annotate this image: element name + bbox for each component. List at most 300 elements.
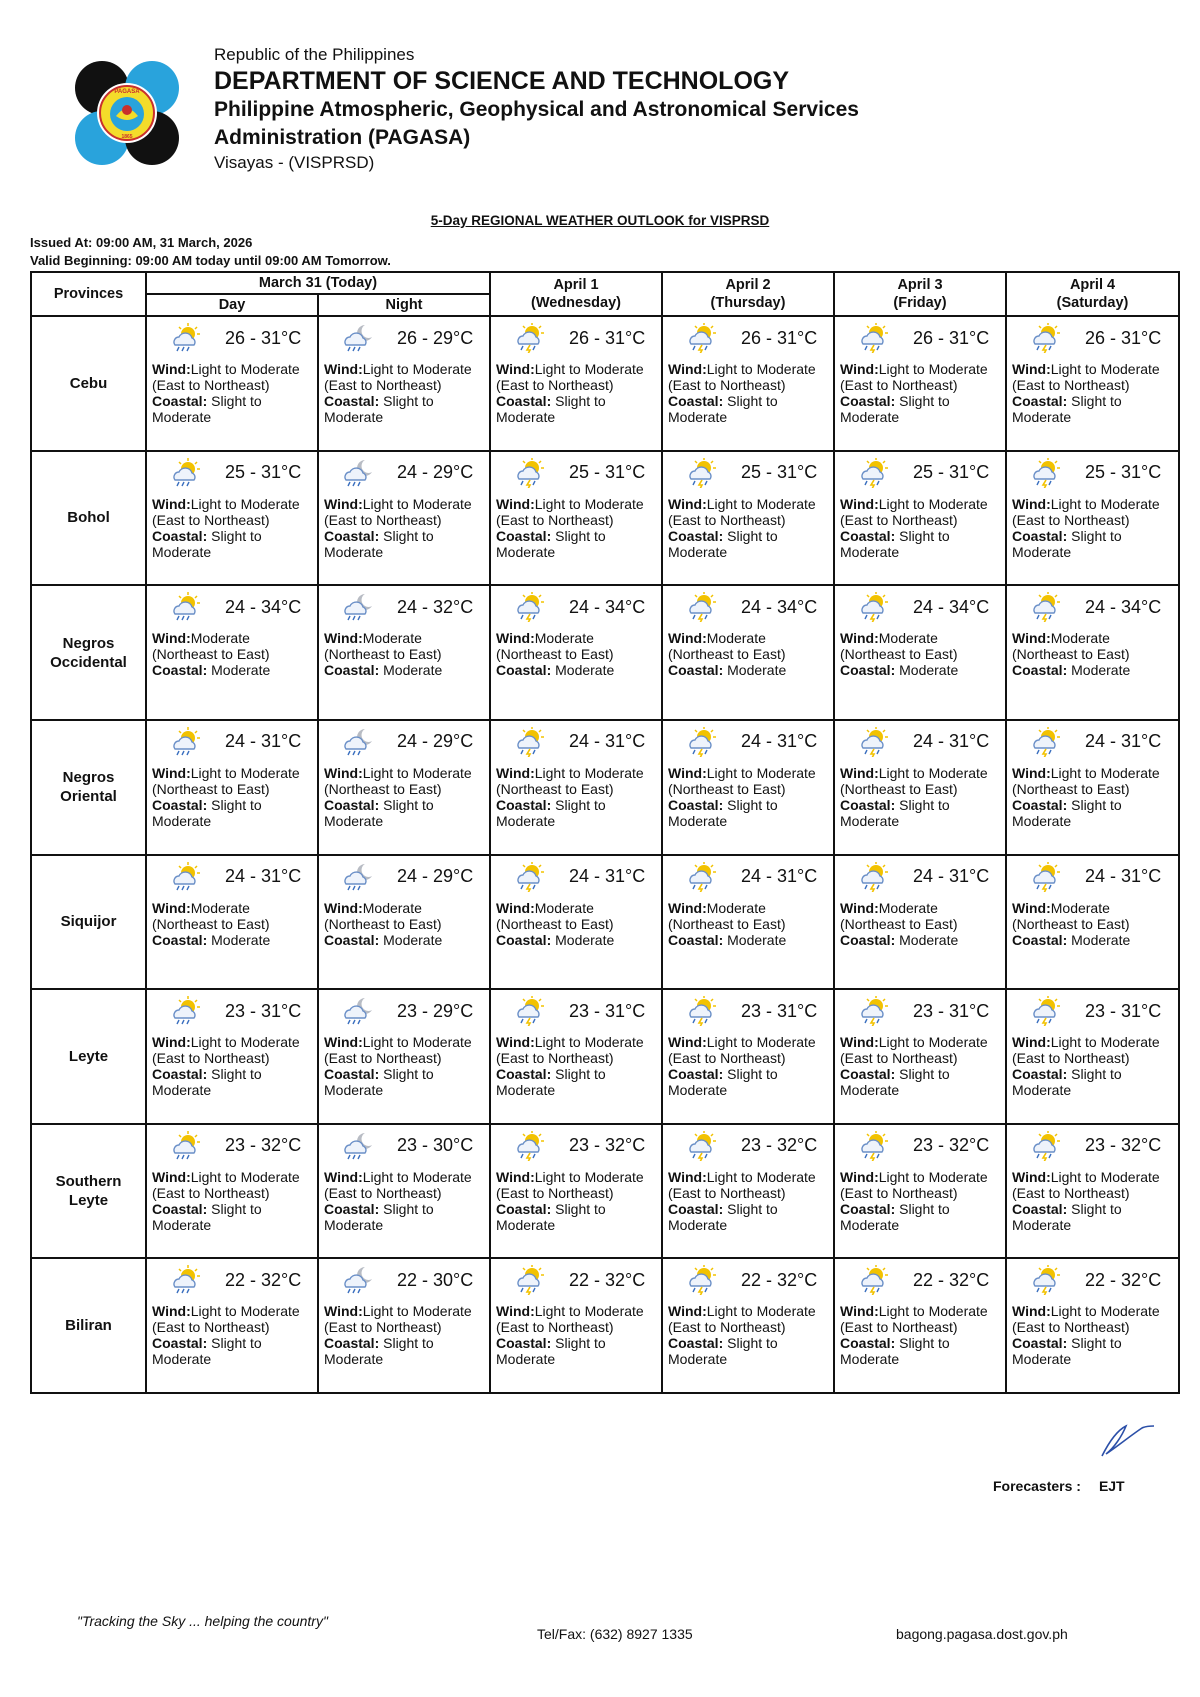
coastal-value-continued: Moderate (1012, 1082, 1072, 1099)
forecast-details (1007, 1161, 1178, 1233)
coastal-value: Moderate (723, 662, 787, 679)
temperature-range: 26 - 31°C (741, 327, 818, 348)
coastal-label: Coastal: (668, 1335, 724, 1352)
wind-label: Wind: (152, 899, 191, 916)
table-row (31, 451, 1179, 586)
sun-cloud-storm-icon (855, 592, 891, 622)
wind-value: Light to Moderate (534, 495, 644, 512)
coastal-value-continued: Moderate (668, 1082, 728, 1099)
wind-value: Light to Moderate (534, 1303, 644, 1320)
wind-value: Light to Moderate (534, 764, 644, 781)
wind-line (324, 1303, 486, 1319)
sun-cloud-rain-icon (167, 592, 203, 622)
coastal-value: Slight to (723, 1335, 778, 1352)
forecast-details (147, 353, 317, 425)
wind-value: Light to Moderate (706, 764, 816, 781)
province-name: Siquijor (31, 855, 146, 990)
coastal-value: Slight to (551, 527, 606, 544)
wind-label: Wind: (324, 1034, 363, 1051)
wind-line (668, 1034, 830, 1050)
coastal-value: Slight to (207, 1200, 262, 1217)
forecast-details (147, 1295, 317, 1367)
forecast-top (491, 1259, 661, 1295)
temperature-range: 24 - 34°C (913, 596, 990, 617)
wind-value: Moderate (706, 630, 766, 647)
wind-line (152, 630, 314, 646)
wind-line (152, 1034, 314, 1050)
forecast-cell (490, 316, 662, 451)
coastal-label: Coastal: (152, 662, 208, 679)
wind-label: Wind: (1012, 1168, 1051, 1185)
wind-direction: (East to Northeast) (668, 1050, 786, 1067)
forecast-details (663, 488, 833, 560)
sun-cloud-storm-icon (511, 862, 547, 892)
forecast-top (491, 317, 661, 353)
forecast-top (663, 586, 833, 622)
forecast-top (835, 1125, 1005, 1161)
forecast-top (835, 586, 1005, 622)
coastal-value: Moderate (895, 662, 959, 679)
wind-direction: (East to Northeast) (840, 1184, 958, 1201)
wind-label: Wind: (496, 899, 535, 916)
temperature-range: 25 - 31°C (741, 462, 818, 483)
temperature-range: 25 - 31°C (225, 462, 302, 483)
forecast-details (835, 1026, 1005, 1098)
wind-line (152, 765, 314, 781)
wind-line (324, 361, 486, 377)
forecast-top (835, 1259, 1005, 1295)
forecast-cell (1006, 316, 1179, 451)
forecast-cell (662, 989, 834, 1124)
coastal-value-continued: Moderate (324, 812, 384, 829)
wind-value: Light to Moderate (878, 764, 988, 781)
wind-value: Light to Moderate (878, 1034, 988, 1051)
forecast-cell (146, 1124, 318, 1259)
wind-label: Wind: (840, 764, 879, 781)
wind-direction: (Northeast to East) (668, 915, 786, 932)
forecasters-initials: EJT (1098, 1478, 1125, 1494)
wind-direction: (East to Northeast) (1012, 1050, 1130, 1067)
forecast-cell (318, 720, 490, 855)
forecast-cell (490, 989, 662, 1124)
provinces-header: Provinces (31, 272, 146, 316)
wind-direction: (Northeast to East) (324, 915, 442, 932)
coastal-value: Slight to (207, 527, 262, 544)
forecast-top (1007, 586, 1178, 622)
wind-value: Moderate (534, 630, 594, 647)
coastal-value: Slight to (895, 1335, 950, 1352)
wind-direction: (East to Northeast) (840, 1050, 958, 1067)
temperature-range: 26 - 31°C (225, 327, 302, 348)
coastal-value-continued: Moderate (152, 543, 212, 560)
coastal-line (324, 932, 486, 948)
forecast-details (1007, 353, 1178, 425)
coastal-value: Slight to (551, 393, 606, 409)
moon-cloud-rain-icon (339, 996, 375, 1026)
sun-cloud-storm-icon (511, 592, 547, 622)
coastal-line (324, 1335, 486, 1351)
sun-cloud-storm-icon (855, 1265, 891, 1295)
forecast-details (835, 757, 1005, 829)
forecast-cell (490, 585, 662, 720)
wind-value: Moderate (190, 899, 250, 916)
coastal-value: Moderate (551, 931, 615, 948)
forecast-top (835, 990, 1005, 1026)
coastal-line (840, 662, 1002, 678)
wind-direction: (East to Northeast) (324, 511, 442, 528)
temperature-range: 24 - 31°C (569, 866, 646, 886)
province-name: Leyte (31, 989, 146, 1124)
coastal-line (152, 528, 314, 544)
sun-cloud-storm-icon (1027, 727, 1063, 757)
coastal-label: Coastal: (324, 1066, 380, 1083)
sun-cloud-storm-icon (1027, 592, 1063, 622)
table-row (31, 720, 1179, 855)
wind-line (324, 900, 486, 916)
coastal-value-continued: Moderate (324, 409, 384, 425)
wind-line (1012, 361, 1175, 377)
sun-cloud-storm-icon (511, 996, 547, 1026)
moon-cloud-rain-icon (339, 1131, 375, 1161)
coastal-line (152, 662, 314, 678)
wind-direction: (East to Northeast) (668, 1184, 786, 1201)
wind-value: Moderate (534, 899, 594, 916)
forecast-details (1007, 1026, 1178, 1098)
coastal-line (324, 662, 486, 678)
forecast-details (1007, 622, 1178, 678)
wind-value: Light to Moderate (706, 495, 816, 512)
wind-direction: (East to Northeast) (496, 1319, 614, 1336)
wind-direction: (Northeast to East) (324, 646, 442, 663)
wind-value: Light to Moderate (878, 495, 988, 512)
coastal-value: Slight to (895, 1066, 950, 1083)
coastal-value: Slight to (551, 1335, 606, 1352)
wind-value: Light to Moderate (534, 361, 644, 377)
coastal-label: Coastal: (496, 1066, 552, 1083)
table-row (31, 585, 1179, 720)
tagline: "Tracking the Sky ... helping the country" (77, 1613, 328, 1629)
forecast-top (1007, 1125, 1178, 1161)
wind-line (152, 361, 314, 377)
coastal-value: Slight to (723, 393, 778, 409)
temperature-range: 26 - 31°C (913, 327, 990, 348)
table-row (31, 989, 1179, 1124)
wind-line (496, 630, 658, 646)
forecast-top (491, 856, 661, 892)
wind-value: Light to Moderate (190, 1034, 300, 1051)
wind-value: Light to Moderate (1050, 1034, 1160, 1051)
coastal-value: Slight to (207, 393, 262, 409)
wind-value: Light to Moderate (362, 1034, 472, 1051)
wind-label: Wind: (496, 630, 535, 647)
coastal-value: Moderate (207, 931, 271, 948)
coastal-label: Coastal: (668, 1200, 724, 1217)
coastal-label: Coastal: (668, 393, 724, 409)
wind-direction: (East to Northeast) (152, 1319, 270, 1336)
coastal-label: Coastal: (1012, 796, 1068, 813)
coastal-label: Coastal: (152, 527, 208, 544)
wind-line (324, 765, 486, 781)
coastal-value-continued: Moderate (496, 409, 556, 425)
moon-cloud-rain-icon (339, 862, 375, 892)
wind-label: Wind: (668, 1168, 707, 1185)
wind-direction: (Northeast to East) (840, 646, 958, 663)
forecast-cell (834, 1124, 1006, 1259)
sun-cloud-storm-icon (1027, 323, 1063, 353)
forecast-details (491, 622, 661, 678)
coastal-value-continued: Moderate (152, 812, 212, 829)
forecast-cell (490, 1258, 662, 1393)
coastal-label: Coastal: (152, 393, 208, 409)
forecast-top (835, 452, 1005, 488)
sun-cloud-rain-icon (167, 1131, 203, 1161)
coastal-line (1012, 1066, 1175, 1082)
temperature-range: 26 - 31°C (1085, 327, 1162, 348)
sun-cloud-storm-icon (511, 458, 547, 488)
wind-line (324, 1034, 486, 1050)
temperature-range: 22 - 32°C (913, 1269, 990, 1290)
wind-line (324, 630, 486, 646)
coastal-line (1012, 528, 1175, 544)
coastal-line (1012, 932, 1175, 948)
coastal-line (152, 1201, 314, 1217)
wind-direction: (East to Northeast) (152, 1184, 270, 1201)
wind-line (152, 1303, 314, 1319)
wind-value: Light to Moderate (362, 495, 472, 512)
wind-direction: (Northeast to East) (324, 780, 442, 797)
coastal-label: Coastal: (840, 1200, 896, 1217)
coastal-value-continued: Moderate (152, 1351, 212, 1368)
forecast-top (319, 452, 489, 488)
forecast-top (491, 452, 661, 488)
sun-cloud-storm-icon (511, 727, 547, 757)
wind-label: Wind: (668, 764, 707, 781)
coastal-value-continued: Moderate (840, 1082, 900, 1099)
sun-cloud-rain-icon (167, 996, 203, 1026)
wind-value: Light to Moderate (190, 495, 300, 512)
wind-label: Wind: (840, 1303, 879, 1320)
coastal-line (496, 662, 658, 678)
wind-direction: (East to Northeast) (152, 377, 270, 393)
coastal-value: Slight to (551, 1066, 606, 1083)
forecast-top (319, 1259, 489, 1295)
coastal-value-continued: Moderate (668, 812, 728, 829)
sun-cloud-rain-icon (167, 862, 203, 892)
coastal-value-continued: Moderate (496, 812, 556, 829)
wind-direction: (East to Northeast) (668, 511, 786, 528)
wind-line (496, 1034, 658, 1050)
wind-label: Wind: (1012, 899, 1051, 916)
wind-line (1012, 1034, 1175, 1050)
forecast-cell (662, 451, 834, 586)
forecast-details (319, 488, 489, 560)
forecast-cell (834, 720, 1006, 855)
wind-line (152, 1169, 314, 1185)
forecast-top (319, 1125, 489, 1161)
coastal-line (668, 662, 830, 678)
wind-direction: (Northeast to East) (668, 780, 786, 797)
forecast-top (835, 317, 1005, 353)
forecast-details (491, 1161, 661, 1233)
wind-value: Moderate (1050, 899, 1110, 916)
coastal-line (840, 932, 1002, 948)
wind-label: Wind: (324, 764, 363, 781)
forecast-top (1007, 317, 1178, 353)
forecast-cell (146, 316, 318, 451)
coastal-label: Coastal: (1012, 393, 1068, 409)
temperature-range: 23 - 31°C (913, 1000, 990, 1021)
wind-value: Light to Moderate (878, 1168, 988, 1185)
coastal-value: Slight to (723, 796, 778, 813)
wind-direction: (Northeast to East) (840, 780, 958, 797)
coastal-line (668, 1066, 830, 1082)
coastal-value: Slight to (723, 1066, 778, 1083)
forecast-cell (146, 720, 318, 855)
tel-fax: Tel/Fax: (632) 8927 1335 (537, 1626, 693, 1642)
forecast-cell (662, 1258, 834, 1393)
coastal-value: Slight to (1067, 527, 1122, 544)
coastal-value: Moderate (379, 662, 443, 679)
forecast-cell (662, 855, 834, 990)
coastal-value: Moderate (207, 662, 271, 679)
coastal-line (496, 528, 658, 544)
wind-label: Wind: (668, 1034, 707, 1051)
coastal-value: Moderate (1067, 931, 1131, 948)
wind-value: Moderate (362, 630, 422, 647)
forecast-cell (146, 989, 318, 1124)
forecast-cell (318, 585, 490, 720)
letterhead (72, 44, 972, 174)
coastal-value: Slight to (723, 527, 778, 544)
wind-label: Wind: (496, 1034, 535, 1051)
temperature-range: 24 - 34°C (1085, 596, 1162, 617)
forecast-top (319, 990, 489, 1026)
temperature-range: 22 - 32°C (741, 1269, 818, 1290)
wind-value: Light to Moderate (362, 764, 472, 781)
coastal-line (152, 1066, 314, 1082)
forecast-top (319, 586, 489, 622)
forecast-cell (1006, 989, 1179, 1124)
sun-cloud-storm-icon (683, 323, 719, 353)
coastal-label: Coastal: (496, 527, 552, 544)
coastal-line (840, 1335, 1002, 1351)
forecast-cell (662, 316, 834, 451)
coastal-label: Coastal: (496, 796, 552, 813)
coastal-label: Coastal: (496, 1200, 552, 1217)
temperature-range: 23 - 29°C (397, 1000, 474, 1021)
coastal-label: Coastal: (840, 527, 896, 544)
wind-direction: (East to Northeast) (668, 377, 786, 393)
forecast-details (663, 892, 833, 948)
coastal-line (152, 797, 314, 813)
forecast-cell (1006, 585, 1179, 720)
forecast-cell (146, 1258, 318, 1393)
wind-value: Light to Moderate (534, 1168, 644, 1185)
wind-line (668, 900, 830, 916)
forecast-cell (662, 585, 834, 720)
wind-value: Light to Moderate (362, 1303, 472, 1320)
wind-value: Light to Moderate (878, 361, 988, 377)
temperature-range: 23 - 32°C (1085, 1135, 1162, 1156)
sun-cloud-storm-icon (683, 862, 719, 892)
coastal-label: Coastal: (324, 1335, 380, 1352)
wind-line (668, 1169, 830, 1185)
coastal-label: Coastal: (324, 662, 380, 679)
coastal-value-continued: Moderate (152, 409, 212, 425)
sun-cloud-storm-icon (511, 1131, 547, 1161)
temperature-range: 24 - 29°C (397, 866, 474, 886)
forecast-cell (1006, 451, 1179, 586)
sun-cloud-rain-icon (167, 458, 203, 488)
wind-line (1012, 630, 1175, 646)
wind-line (496, 1169, 658, 1185)
wind-direction: (East to Northeast) (1012, 377, 1130, 393)
wind-direction: (Northeast to East) (1012, 646, 1130, 663)
coastal-value: Moderate (379, 931, 443, 948)
wind-label: Wind: (840, 1168, 879, 1185)
forecast-top (319, 856, 489, 892)
coastal-label: Coastal: (1012, 1335, 1068, 1352)
day-header-1: April 1 (Wednesday) (490, 272, 662, 316)
signature-scribble (1096, 1420, 1156, 1460)
sun-cloud-storm-icon (683, 458, 719, 488)
wind-label: Wind: (324, 495, 363, 512)
wind-line (840, 1034, 1002, 1050)
coastal-label: Coastal: (1012, 931, 1068, 948)
temperature-range: 23 - 30°C (397, 1135, 474, 1156)
forecast-cell (1006, 1124, 1179, 1259)
coastal-value-continued: Moderate (668, 1351, 728, 1368)
coastal-value: Slight to (895, 393, 950, 409)
wind-direction: (East to Northeast) (324, 1184, 442, 1201)
coastal-label: Coastal: (324, 1200, 380, 1217)
temperature-range: 24 - 32°C (397, 596, 474, 617)
coastal-label: Coastal: (1012, 662, 1068, 679)
website-url[interactable]: bagong.pagasa.dost.gov.ph (896, 1626, 1068, 1642)
forecast-details (663, 1026, 833, 1098)
forecast-top (663, 317, 833, 353)
wind-value: Light to Moderate (1050, 1303, 1160, 1320)
forecast-top (147, 452, 317, 488)
sun-cloud-storm-icon (855, 323, 891, 353)
sun-cloud-storm-icon (683, 1265, 719, 1295)
coastal-label: Coastal: (840, 393, 896, 409)
temperature-range: 24 - 31°C (741, 866, 818, 886)
report-title: 5-Day REGIONAL WEATHER OUTLOOK for VISPRSD (430, 213, 770, 228)
wind-line (496, 496, 658, 512)
coastal-label: Coastal: (496, 931, 552, 948)
wind-direction: (East to Northeast) (1012, 1319, 1130, 1336)
forecast-details (663, 1161, 833, 1233)
wind-value: Light to Moderate (706, 1168, 816, 1185)
forecast-top (319, 317, 489, 353)
wind-value: Moderate (362, 899, 422, 916)
coastal-value: Slight to (1067, 393, 1122, 409)
temperature-range: 24 - 31°C (1085, 731, 1162, 752)
wind-line (840, 1303, 1002, 1319)
coastal-label: Coastal: (668, 527, 724, 544)
temperature-range: 22 - 32°C (569, 1269, 646, 1290)
temperature-range: 24 - 34°C (741, 596, 818, 617)
wind-value: Light to Moderate (706, 361, 816, 377)
coastal-value-continued: Moderate (840, 1216, 900, 1233)
coastal-value: Slight to (379, 1200, 434, 1217)
forecast-details (319, 757, 489, 829)
coastal-value: Slight to (379, 1066, 434, 1083)
forecast-top (663, 721, 833, 757)
wind-line (496, 765, 658, 781)
province-name: Negros Occidental (31, 585, 146, 720)
